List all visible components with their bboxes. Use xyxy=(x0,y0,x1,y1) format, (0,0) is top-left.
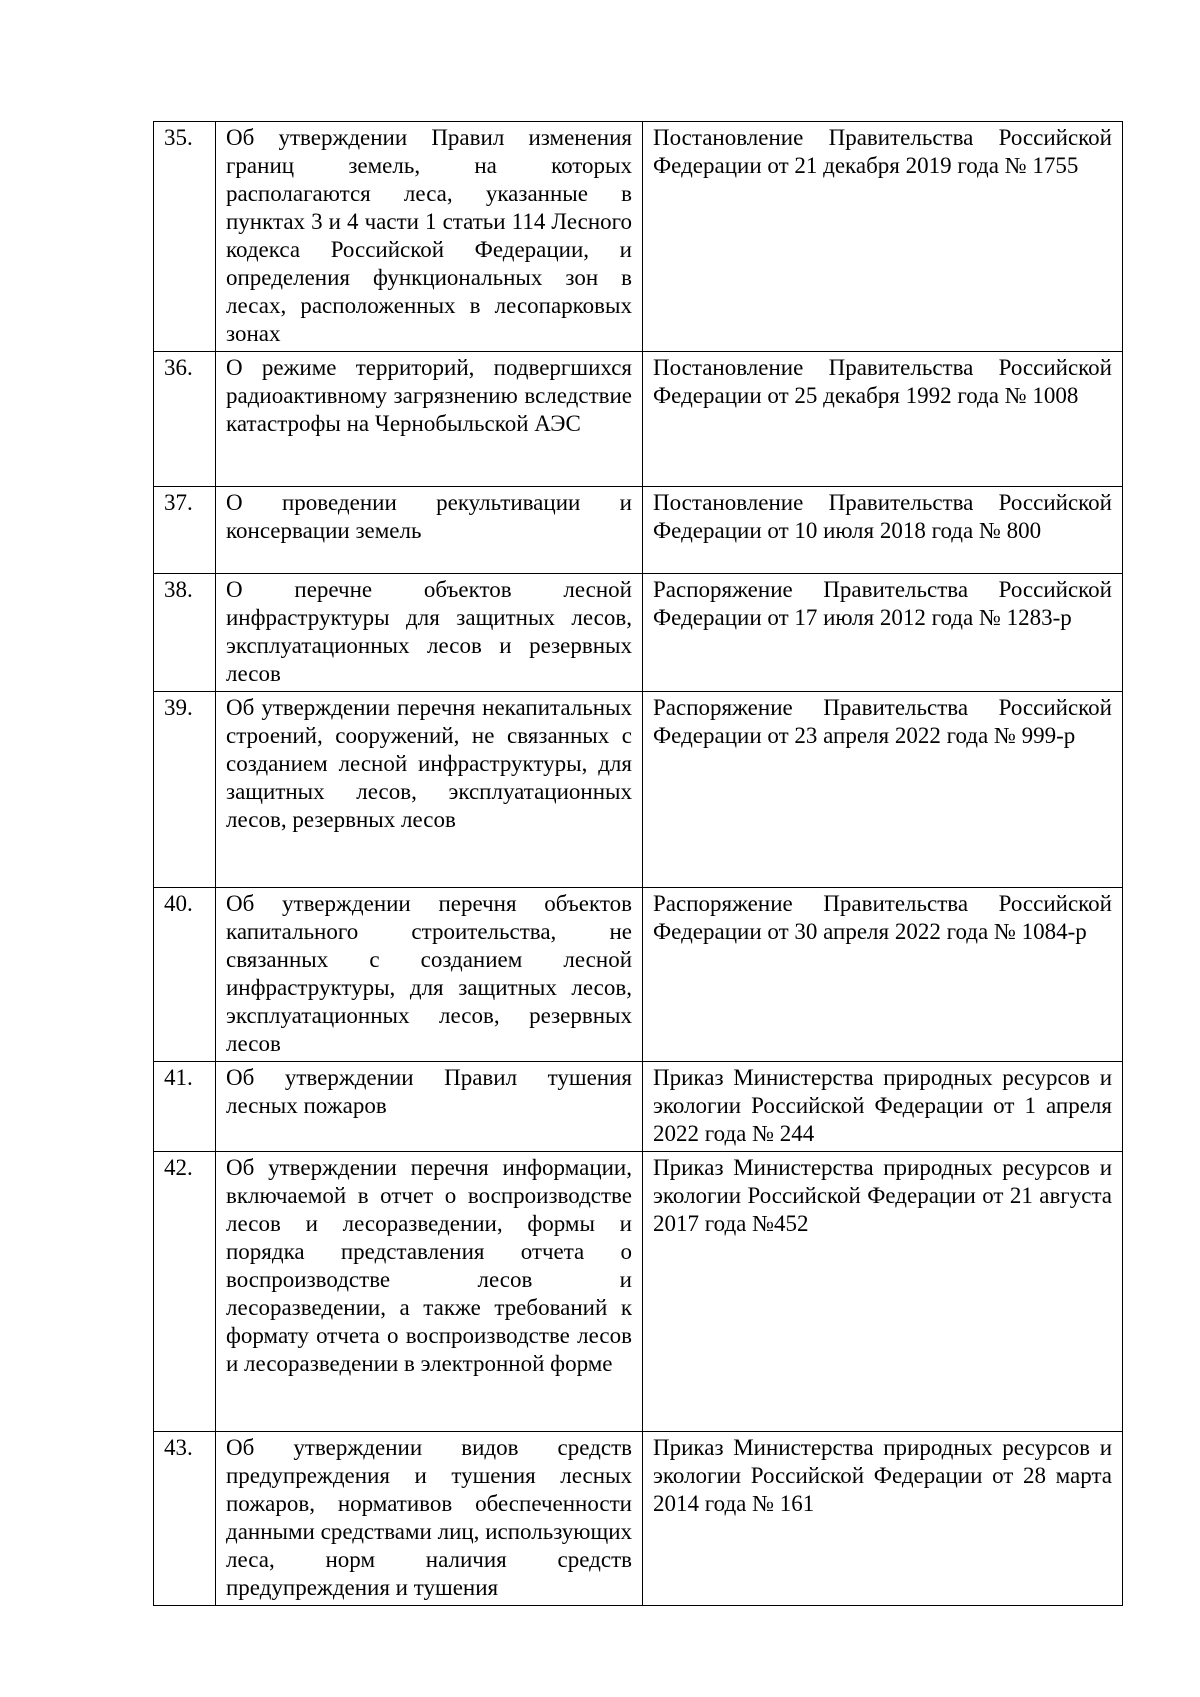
document-title: Об утверждении перечня информации, включаемой в отчет о воспроизводстве лесов и лесоразведении, формы и порядка представления отчета о воспроизводстве лесов и лесоразведении, а также требований к формату отчета о воспроизводстве лесов и лесоразведении в электронной форме xyxy=(216,1152,643,1432)
legal-act-reference: Приказ Министерства природных ресурсов и экологии Российской Федерации от 28 марта 2014 года № 161 xyxy=(643,1432,1123,1606)
legal-act-reference: Приказ Министерства природных ресурсов и экологии Российской Федерации от 1 апреля 2022 года № 244 xyxy=(643,1062,1123,1152)
legal-act-reference: Распоряжение Правительства Российской Федерации от 17 июля 2012 года № 1283-р xyxy=(643,574,1123,692)
row-number: 35. xyxy=(154,122,216,352)
row-number: 37. xyxy=(154,487,216,574)
table-row xyxy=(154,574,1123,692)
legal-act-reference: Постановление Правительства Российской Федерации от 25 декабря 1992 года № 1008 xyxy=(643,352,1123,487)
legal-act-reference: Приказ Министерства природных ресурсов и экологии Российской Федерации от 21 августа 2017 года №452 xyxy=(643,1152,1123,1432)
row-number: 36. xyxy=(154,352,216,487)
document-title: Об утверждении Правил изменения границ земель, на которых располагаются леса, указанные в пунктах 3 и 4 части 1 статьи 114 Лесного кодекса Российской Федерации, и определения функциональных зон в лесах, расположенных в лесопарковых зонах xyxy=(216,122,643,352)
legal-act-reference: Распоряжение Правительства Российской Федерации от 30 апреля 2022 года № 1084-р xyxy=(643,888,1123,1062)
document-title: Об утверждении Правил тушения лесных пожаров xyxy=(216,1062,643,1152)
table-row xyxy=(154,487,1123,574)
document-title: О проведении рекультивации и консервации земель xyxy=(216,487,643,574)
row-number: 43. xyxy=(154,1432,216,1606)
legal-act-reference: Постановление Правительства Российской Федерации от 10 июля 2018 года № 800 xyxy=(643,487,1123,574)
document-title: Об утверждении перечня некапитальных строений, сооружений, не связанных с созданием лесной инфраструктуры, для защитных лесов, эксплуатационных лесов, резервных лесов xyxy=(216,692,643,888)
table-row xyxy=(154,352,1123,487)
table-row xyxy=(154,1432,1123,1606)
row-number: 42. xyxy=(154,1152,216,1432)
legal-act-reference: Постановление Правительства Российской Федерации от 21 декабря 2019 года № 1755 xyxy=(643,122,1123,352)
document-title: О перечне объектов лесной инфраструктуры для защитных лесов, эксплуатационных лесов и резервных лесов xyxy=(216,574,643,692)
row-number: 41. xyxy=(154,1062,216,1152)
table-row xyxy=(154,888,1123,1062)
table-row xyxy=(154,692,1123,888)
table-row xyxy=(154,1062,1123,1152)
legal-acts-table-body xyxy=(154,122,1123,1606)
document-title: Об утверждении видов средств предупреждения и тушения лесных пожаров, нормативов обеспеченности данными средствами лиц, использующих леса, норм наличия средств предупреждения и тушения xyxy=(216,1432,643,1606)
document-title: О режиме территорий, подвергшихся радиоактивному загрязнению вследствие катастрофы на Чернобыльской АЭС xyxy=(216,352,643,487)
row-number: 40. xyxy=(154,888,216,1062)
row-number: 38. xyxy=(154,574,216,692)
table-row xyxy=(154,1152,1123,1432)
legal-act-reference: Распоряжение Правительства Российской Федерации от 23 апреля 2022 года № 999-р xyxy=(643,692,1123,888)
legal-acts-table xyxy=(153,121,1123,1606)
row-number: 39. xyxy=(154,692,216,888)
document-title: Об утверждении перечня объектов капитального строительства, не связанных с созданием лесной инфраструктуры, для защитных лесов, эксплуатационных лесов, резервных лесов xyxy=(216,888,643,1062)
table-row xyxy=(154,122,1123,352)
